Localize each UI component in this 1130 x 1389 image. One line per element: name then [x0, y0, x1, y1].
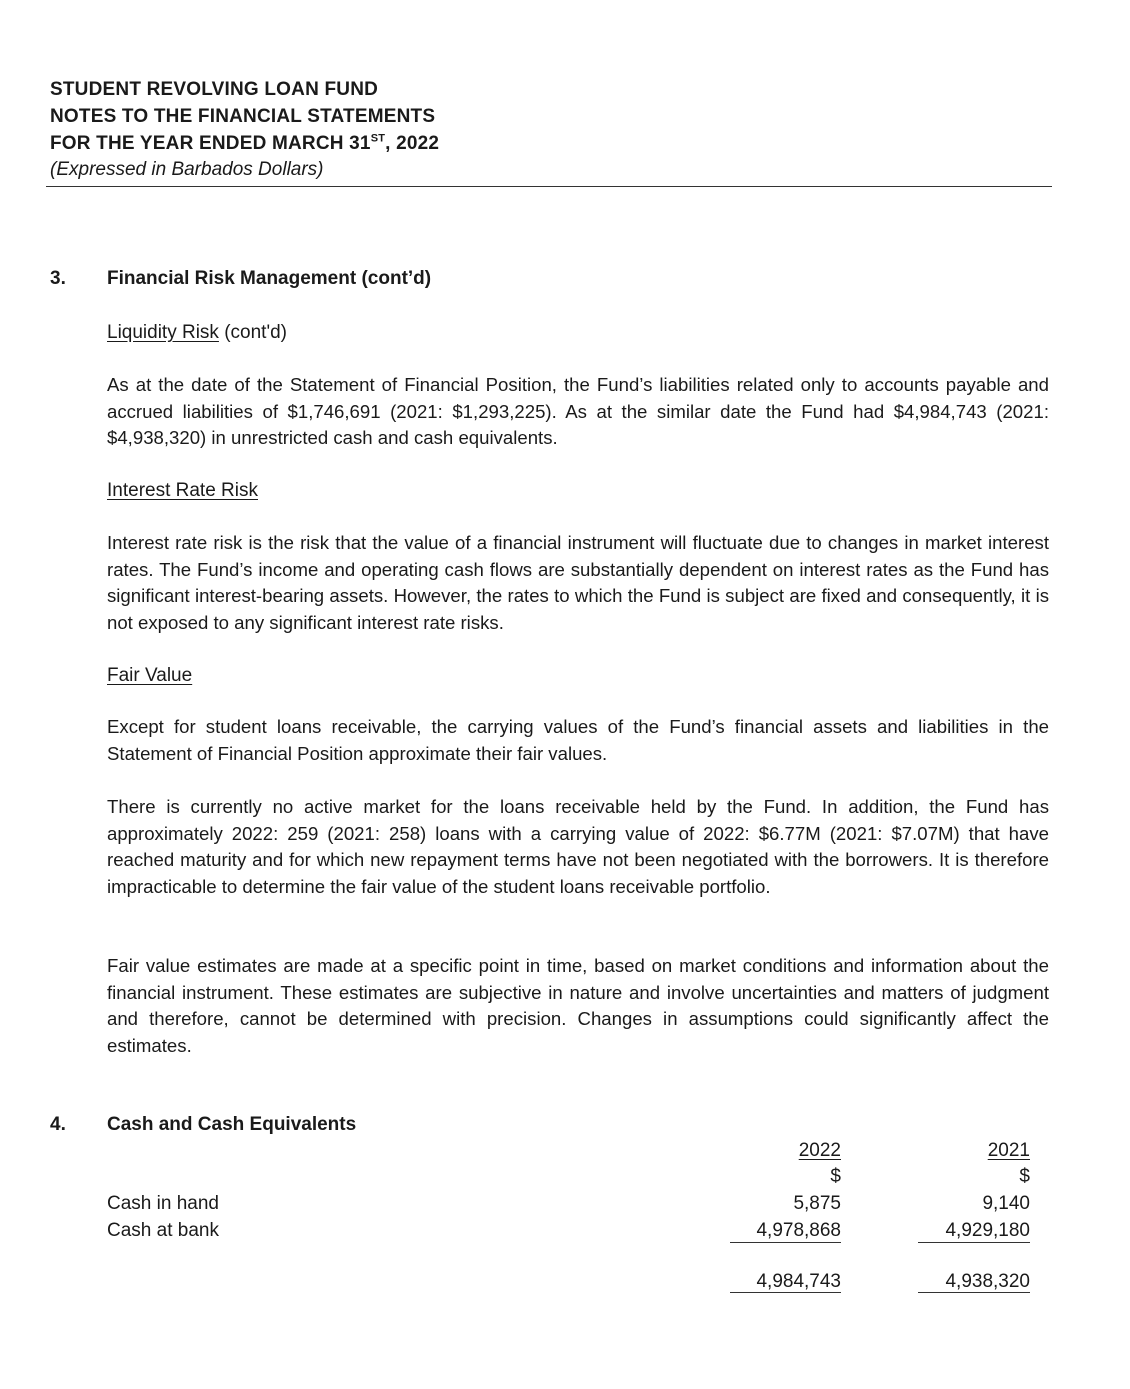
liquidity-paragraph: As at the date of the Statement of Financial Position, the Fund’s liabilities related only to accounts payable and accrued liabilities of $1,746,691 (2021: $1,293,225). As at the similar date the Fund had $4,984,743 (2021: $4,938,320) in unrestricted cash and cash equivalents.	[107, 374, 1049, 448]
cash-in-hand-2021: 9,140	[982, 1193, 1030, 1214]
fair-value-heading: Fair Value	[107, 665, 193, 686]
cash-at-bank-2021: 4,929,180	[945, 1220, 1030, 1241]
interest-rate-risk-heading: Interest Rate Risk	[107, 480, 258, 501]
column-header-2022: 2022	[798, 1140, 841, 1161]
fair-value-paragraph-3: Fair value estimates are made at a specific point in time, based on market conditions and information about the financial instrument. These estimates are subjective in nature and involve uncertainties and matters of judgment and therefore, cannot be determined with precision. Changes in assumptions could significantly affect the estimates.	[107, 955, 1049, 1056]
period-title: FOR THE YEAR ENDED MARCH 31ST, 2022	[50, 132, 440, 154]
row-label-cash-at-bank: Cash at bank	[107, 1220, 219, 1241]
report-title: STUDENT REVOLVING LOAN FUND	[50, 79, 379, 100]
currency-symbol-2021: $	[1019, 1166, 1030, 1187]
currency-note: (Expressed in Barbados Dollars)	[50, 159, 324, 180]
liquidity-risk-heading: Liquidity Risk (cont'd)	[107, 322, 287, 343]
column-header-2021: 2021	[987, 1140, 1030, 1161]
fair-value-paragraph-1: Except for student loans receivable, the carrying values of the Fund’s financial assets and liabilities in the Statement of Financial Position approximate their fair values.	[107, 716, 1049, 764]
cash-in-hand-2022: 5,875	[793, 1193, 841, 1214]
total-2022: 4,984,743	[756, 1271, 841, 1292]
total-2021: 4,938,320	[945, 1271, 1030, 1292]
currency-symbol-2022: $	[830, 1166, 841, 1187]
fair-value-paragraph-2: There is currently no active market for the loans receivable held by the Fund. In addition, the Fund has approximately 2022: 259 (2021: 258) loans with a carrying value of 2022: $6.77M (2021: $7.07M) that have reached maturity and for which new repayment terms have not been negotiated with the borrowers. It is therefore impracticable to determine the fair value of the student loans receivable portfolio.	[107, 796, 1049, 897]
section-3-title: Financial Risk Management (cont’d)	[107, 268, 432, 289]
section-4-title: Cash and Cash Equivalents	[107, 1114, 357, 1135]
row-label-cash-in-hand: Cash in hand	[107, 1193, 219, 1214]
interest-rate-paragraph: Interest rate risk is the risk that the value of a financial instrument will fluctuate due to changes in market interest rates. The Fund’s income and operating cash flows are substantially dependent on interest rates as the Fund has significant interest-bearing assets. However, the rates to which the Fund is subject are fixed and consequently, it is not exposed to any significant interest rate risks.	[107, 532, 1049, 633]
subtotal-rule-2021	[918, 1242, 1030, 1243]
section-4-number: 4.	[50, 1114, 66, 1135]
section-3-number: 3.	[50, 268, 66, 289]
header-divider	[46, 186, 1052, 187]
total-rule-2022	[730, 1292, 841, 1293]
subtotal-rule-2022	[730, 1242, 841, 1243]
notes-title: NOTES TO THE FINANCIAL STATEMENTS	[50, 106, 436, 127]
cash-at-bank-2022: 4,978,868	[756, 1220, 841, 1241]
total-rule-2021	[918, 1292, 1030, 1293]
